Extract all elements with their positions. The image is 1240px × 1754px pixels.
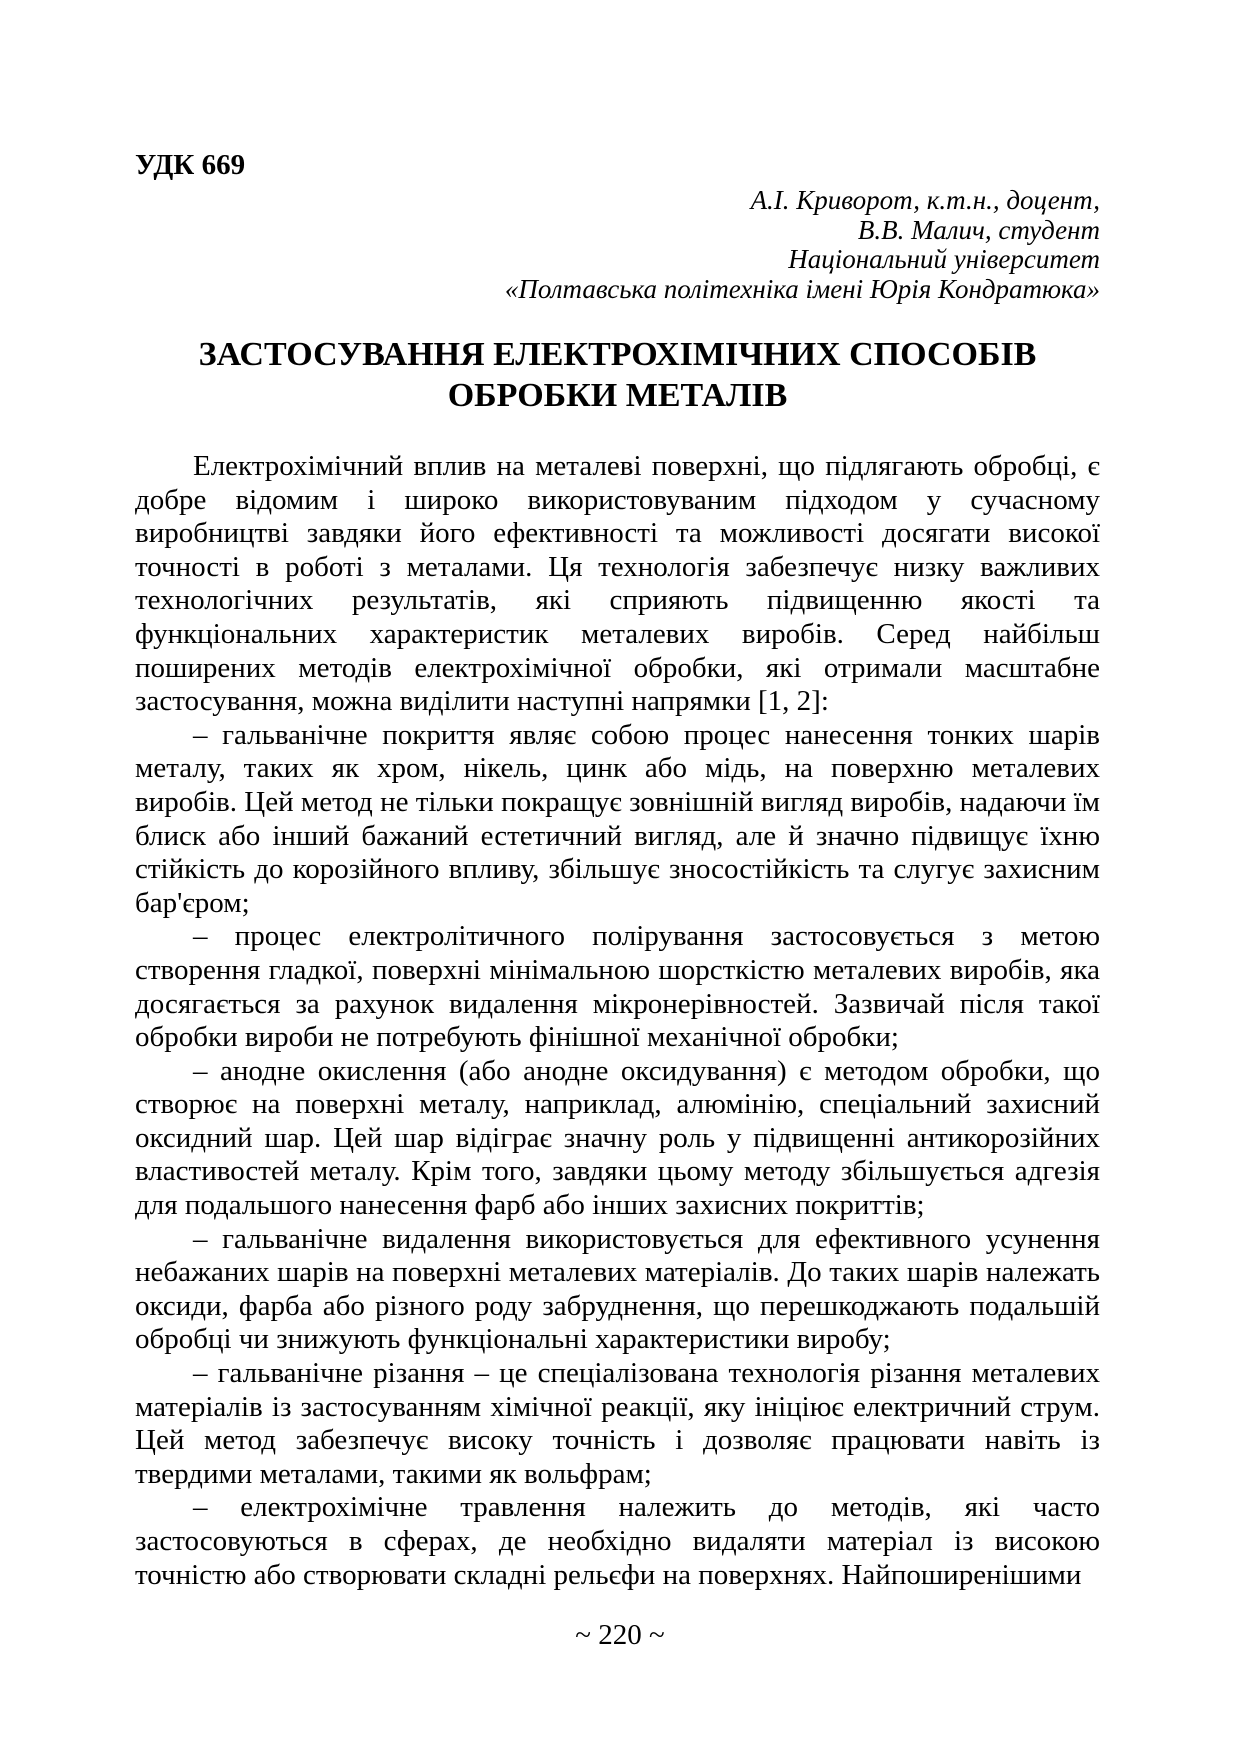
paragraph-galvanic-coating: – гальванічне покриття являє собою процес нанесення тонких шарів металу, таких як хром, нікель, цинк або мідь, на поверхню металевих виробів. Цей метод не тільки покращує зовнішній вигляд виробів, надаючи їм блиск або інший бажаний естетичний вигляд, але й значно підвищує їхню стійкість до корозійного впливу, збільшує зносостійкість та слугує захисним бар'єром;: [135, 718, 1100, 919]
paragraph-galvanic-cutting: – гальванічне різання – це спеціалізована технологія різання металевих матеріалів із застосуванням хімічної реакції, яку ініціює електричний струм. Цей метод забезпечує високу точність і дозволяє працювати навіть із твердими металами, такими як вольфрам;: [135, 1357, 1100, 1490]
paragraph-galvanic-removal: – гальванічне видалення використовується для ефективного усунення небажаних шарів на поверхні металевих матеріалів. До таких шарів належать оксиди, фарба або різного роду забруднення, що перешкоджають подальшій обробці чи знижують функціональні характеристики виробу;: [135, 1222, 1100, 1356]
paragraph-anodic-oxidation: – анодне окислення (або анодне оксидування) є методом обробки, що створює на поверхні металу, наприклад, алюмінію, спеціальний захисний оксидний шар. Цей шар відіграє значну роль у підвищенні антикорозійних властивостей металу. Крім того, завдяки цьому методу збільшується адгезія для подальшого нанесення фарб або інших захисних покриттів;: [135, 1054, 1100, 1222]
affiliation-line-2: «Полтавська політехніка імені Юрія Кондратюка»: [504, 273, 1100, 304]
paragraph-intro: Електрохімічний вплив на металеві поверхні, що підлягають обробці, є добре відомим і широко використовуваним підходом у сучасному виробництві завдяки його ефективності та можливості досягати високої точності в роботі з металами. Ця технологія забезпечує низку важливих технологічних результатів, які сприяють підвищенню якості та функціональних характеристик металевих виробів. Серед найбільш поширених методів електрохімічної обробки, які отримали масштабне застосування, можна виділити наступні напрямки [1, 2]:: [135, 450, 1100, 718]
article-body: [135, 450, 1100, 1592]
article-title: ЗАСТОСУВАННЯ ЕЛЕКТРОХІМІЧНИХ СПОСОБІВ ОБРОБКИ МЕТАЛІВ: [198, 336, 1037, 414]
page-number: ~ 220 ~: [575, 1619, 665, 1651]
author-line-1: А.І. Криворот, к.т.н., доцент,: [750, 185, 1100, 215]
author-line-2: В.В. Малич, студент: [857, 214, 1100, 245]
page-content: [135, 0, 1100, 1592]
affiliation-line-1: Національний університет: [788, 244, 1100, 274]
paragraph-electrochemical-etching: – електрохімічне травлення належить до методів, які часто застосовуються в сферах, де необхідно видаляти матеріал із високою точністю або створювати складні рельєфи на поверхнях. Найпоширенішими: [135, 1491, 1100, 1591]
paragraph-electrolytic-polishing: – процес електролітичного полірування застосовується з метою створення гладкої, поверхні мінімальною шорсткістю металевих виробів, яка досягається за рахунок видалення мікронерівностей. Зазвичай після такої обробки вироби не потребують фінішної механічної обробки;: [135, 920, 1100, 1054]
udk-code: УДК 669: [135, 149, 246, 181]
author-block: [135, 186, 1100, 304]
